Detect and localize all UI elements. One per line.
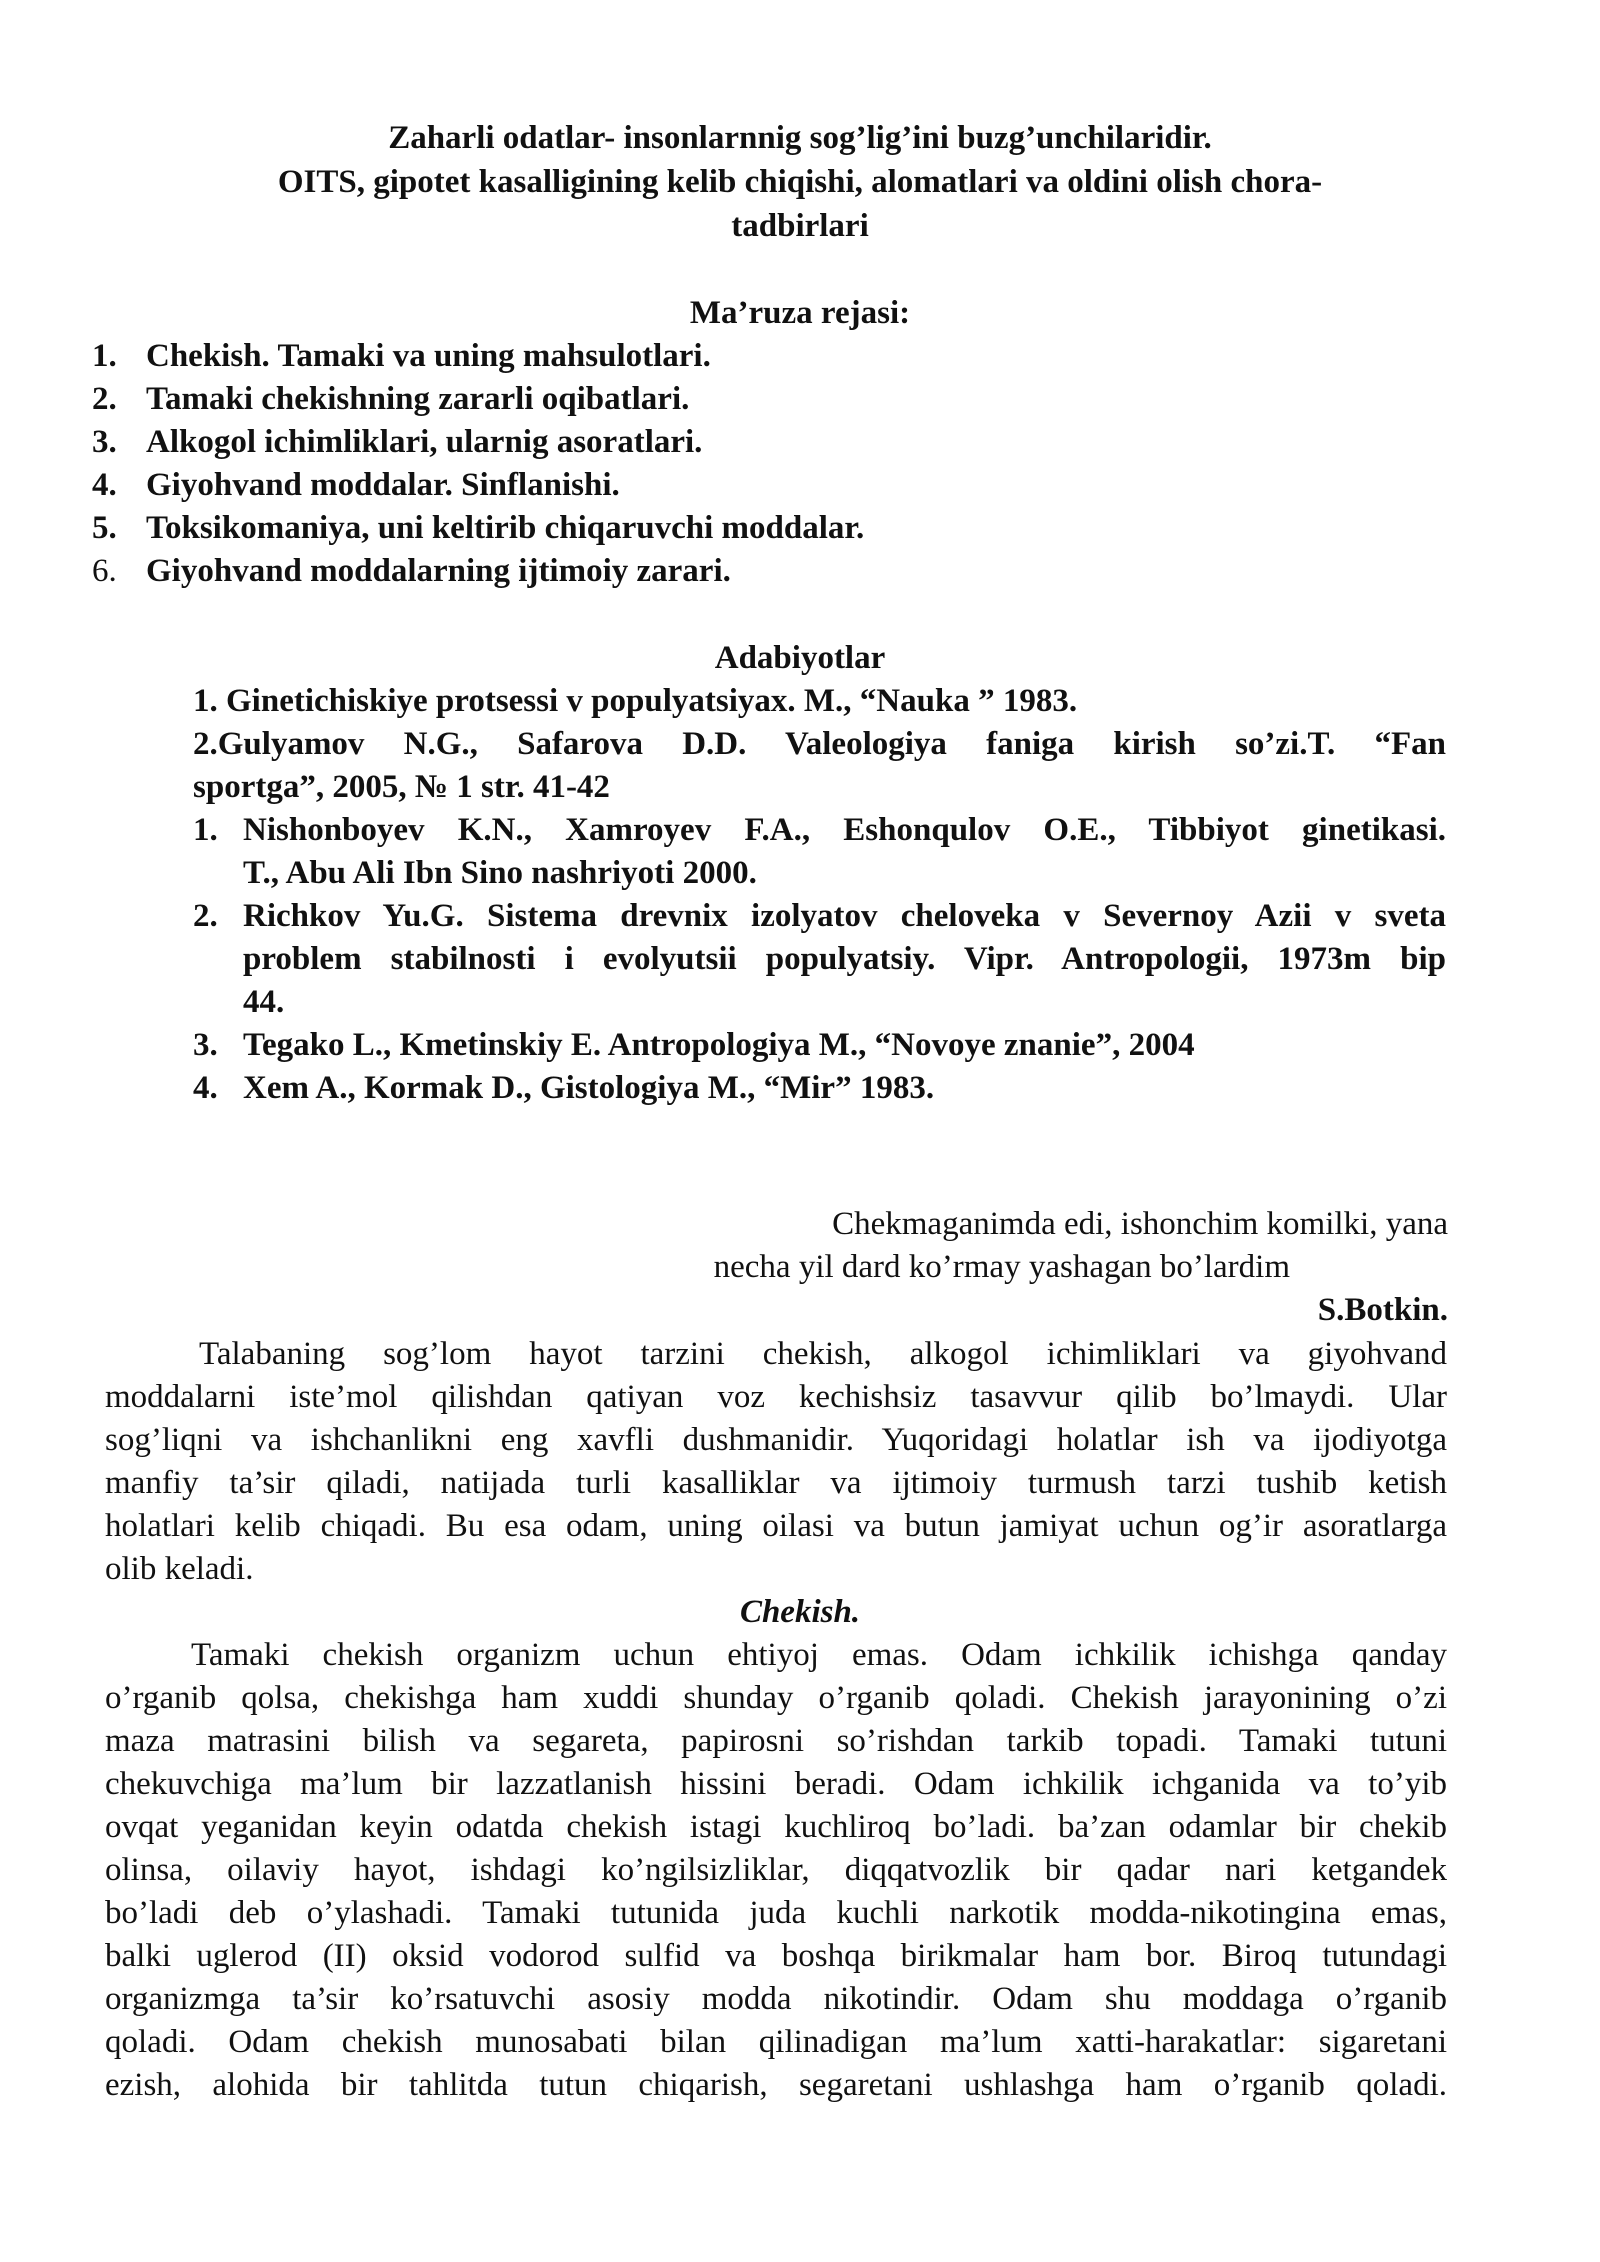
paragraph-line: bo’ladi deb o’ylashadi. Tamaki tutunida juda kuchli narkotik modda-nikotingina emas,	[105, 1895, 1447, 1931]
reference-entry: Tegako L., Kmetinskiy E. Antropologiya M., “Novoye znanie”, 2004	[243, 1027, 1195, 1063]
plan-item-number: 3.	[92, 424, 117, 460]
paragraph-line: organizmga ta’sir ko’rsatuvchi asosiy modda nikotindir. Odam shu moddaga o’rganib	[105, 1981, 1447, 2017]
paragraph-line: Talabaning sog’lom hayot tarzini chekish, alkogol ichimliklari va giyohvand	[199, 1336, 1447, 1372]
reference-entry: Richkov Yu.G. Sistema drevnix izolyatov cheloveka v Severnoy Azii v sveta	[243, 898, 1446, 934]
reference-number: 2.	[193, 898, 218, 934]
paragraph-line: maza matrasini bilish va segareta, papirosni so’rishdan tarkib topadi. Tamaki tutuni	[105, 1723, 1447, 1759]
plan-item-text: Alkogol ichimliklari, ularnig asoratlari.	[146, 424, 703, 460]
paragraph-line: manfiy ta’sir qiladi, natijada turli kasalliklar va ijtimoiy turmush tarzi tushib ketish	[105, 1465, 1447, 1501]
plan-item	[92, 464, 1492, 506]
plan-heading: Ma’ruza rejasi:	[689, 295, 911, 331]
plan-item-text: Tamaki chekishning zararli oqibatlari.	[146, 381, 690, 417]
plan-item-number: 5.	[92, 510, 117, 546]
reference-number: 3.	[193, 1027, 218, 1063]
reference-entry-continuation: T., Abu Ali Ibn Sino nashriyoti 2000.	[243, 855, 757, 891]
reference-entry-continuation: 44.	[243, 984, 285, 1020]
section-heading: Chekish.	[739, 1594, 861, 1630]
reference-entry: 2.Gulyamov N.G., Safarova D.D. Valeologiya faniga kirish so’zi.T. “Fan	[193, 726, 1446, 762]
paragraph-line: Tamaki chekish organizm uchun ehtiyoj emas. Odam ichkilik ichishga qanday	[191, 1637, 1447, 1673]
paragraph-line: olib keladi.	[105, 1551, 254, 1587]
paragraph-line: qoladi. Odam chekish munosabati bilan qilinadigan ma’lum xatti-harakatlar: sigaretani	[105, 2024, 1447, 2060]
plan-item-number: 2.	[92, 381, 117, 417]
document-title-line-3: tadbirlari	[731, 208, 869, 244]
plan-item-text: Giyohvand moddalar. Sinflanishi.	[146, 467, 620, 503]
reference-number: 1.	[193, 812, 218, 848]
paragraph-line: olinsa, oilaviy hayot, ishdagi ko’ngilsizliklar, diqqatvozlik bir qadar nari ketgandek	[105, 1852, 1447, 1888]
references-heading: Adabiyotlar	[714, 640, 886, 676]
plan-item-number: 4.	[92, 467, 117, 503]
paragraph-line: chekuvchiga ma’lum bir lazzatlanish hissini beradi. Odam ichkilik ichganida va to’yib	[105, 1766, 1447, 1802]
paragraph-line: moddalarni iste’mol qilishdan qatiyan voz kechishsiz tasavvur qilib bo’lmaydi. Ular	[105, 1379, 1447, 1415]
plan-item	[92, 421, 1492, 463]
epigraph-author: S.Botkin.	[1317, 1292, 1448, 1328]
document-title-line-1: Zaharli odatlar- insonlarnnig sog’lig’ini buzg’unchilaridir.	[388, 120, 1212, 156]
document-title-line-2: OITS, gipotet kasalligining kelib chiqishi, alomatlari va oldini olish chora-	[277, 164, 1323, 200]
paragraph-line: holatlari kelib chiqadi. Bu esa odam, uning oilasi va butun jamiyat uchun og’ir asoratlarga	[105, 1508, 1447, 1544]
reference-entry: 1. Ginetichiskiye protsessi v populyatsiyax. M., “Nauka ” 1983.	[193, 683, 1078, 719]
reference-entry-continuation: problem stabilnosti i evolyutsii populyatsiy. Vipr. Antropologii, 1973m bip	[243, 941, 1446, 977]
plan-item-text: Giyohvand moddalarning ijtimoiy zarari.	[146, 553, 731, 589]
plan-item	[92, 507, 1492, 549]
reference-entry: Xem A., Kormak D., Gistologiya M., “Mir” 1983.	[243, 1070, 935, 1106]
paragraph-line: o’rganib qolsa, chekishga ham xuddi shunday o’rganib qoladi. Chekish jarayonining o’zi	[105, 1680, 1447, 1716]
paragraph-line: ezish, alohida bir tahlitda tutun chiqarish, segaretani ushlashga ham o’rganib qoladi.	[105, 2067, 1447, 2103]
plan-item-number: 1.	[92, 338, 117, 374]
plan-item	[92, 378, 1492, 420]
epigraph-line: necha yil dard ko’rmay yashagan bo’lardim	[713, 1249, 1290, 1285]
paragraph-line: balki uglerod (II) oksid vodorod sulfid va boshqa birikmalar ham bor. Biroq tutundagi	[105, 1938, 1447, 1974]
reference-entry-continuation: sportga”, 2005, № 1 str. 41-42	[193, 769, 610, 805]
reference-entry: Nishonboyev K.N., Xamroyev F.A., Eshonqulov O.E., Tibbiyot ginetikasi.	[243, 812, 1446, 848]
paragraph-line: ovqat yeganidan keyin odatda chekish istagi kuchliroq bo’ladi. ba’zan odamlar bir chekib	[105, 1809, 1447, 1845]
paragraph-line: sog’liqni va ishchanlikni eng xavfli dushmanidir. Yuqoridagi holatlar ish va ijodiyotga	[105, 1422, 1447, 1458]
plan-item	[92, 335, 1492, 377]
plan-item-text: Toksikomaniya, uni keltirib chiqaruvchi moddalar.	[146, 510, 865, 546]
plan-item-text: Chekish. Tamaki va uning mahsulotlari.	[146, 338, 711, 374]
reference-number: 4.	[193, 1070, 218, 1106]
plan-item	[92, 550, 1492, 592]
plan-item-number: 6.	[92, 553, 117, 589]
epigraph-line: Chekmaganimda edi, ishonchim komilki, yana	[832, 1206, 1448, 1242]
